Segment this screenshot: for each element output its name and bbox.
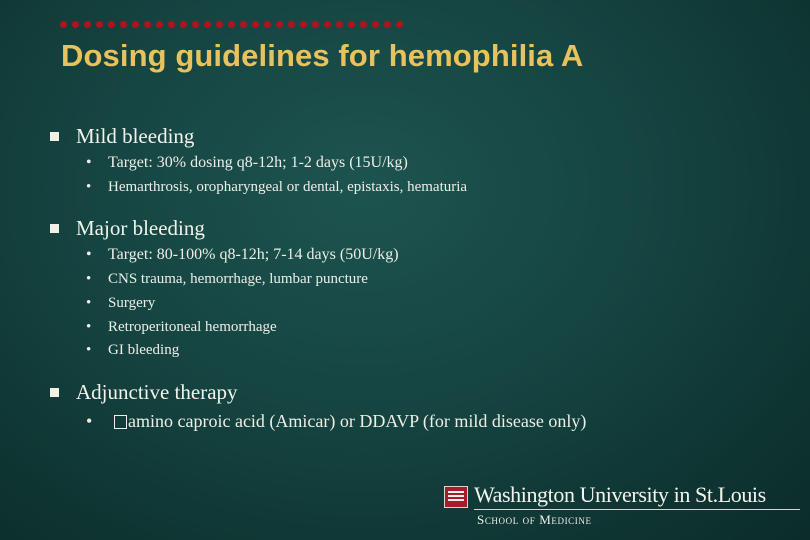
decorative-dot-row <box>60 21 410 29</box>
list-item-text: Surgery <box>108 295 156 311</box>
decorative-dot <box>228 21 235 28</box>
bullet-icon: • <box>86 154 92 171</box>
square-bullet-icon <box>50 132 59 141</box>
decorative-dot <box>120 21 127 28</box>
list-item-text: Target: 30% dosing q8-12h; 1-2 days (15U/kg) <box>108 154 408 171</box>
decorative-dot <box>144 21 151 28</box>
list-item-text: GI bleeding <box>108 342 180 358</box>
list-item-text-wrap <box>114 411 586 432</box>
decorative-dot <box>192 21 199 28</box>
missing-glyph-icon <box>114 415 127 429</box>
slide-title: Dosing guidelines for hemophilia A <box>61 38 584 73</box>
section-heading: Mild bleeding <box>76 124 195 148</box>
decorative-dot <box>132 21 139 28</box>
decorative-dot <box>300 21 307 28</box>
decorative-dot <box>168 21 175 28</box>
decorative-dot <box>204 21 211 28</box>
bullet-icon: • <box>86 295 92 311</box>
section-heading: Major bleeding <box>76 216 205 240</box>
decorative-dot <box>156 21 163 28</box>
list-item-text: Hemarthrosis, oropharyngeal or dental, epistaxis, hematuria <box>108 179 468 195</box>
decorative-dot <box>324 21 331 28</box>
list-item-text: Retroperitoneal hemorrhage <box>108 319 277 335</box>
school-name: School of Medicine <box>477 512 592 527</box>
decorative-dot <box>396 21 403 28</box>
bullet-icon: • <box>86 342 92 358</box>
decorative-dot <box>180 21 187 28</box>
decorative-dot <box>72 21 79 28</box>
square-bullet-icon <box>50 224 59 233</box>
decorative-dot <box>312 21 319 28</box>
bullet-icon: • <box>86 179 92 195</box>
decorative-dot <box>216 21 223 28</box>
university-logo <box>444 482 804 532</box>
decorative-dot <box>372 21 379 28</box>
decorative-dot <box>240 21 247 28</box>
decorative-dot <box>96 21 103 28</box>
decorative-dot <box>108 21 115 28</box>
decorative-dot <box>252 21 259 28</box>
decorative-dot <box>348 21 355 28</box>
list-item-text: Target: 80-100% q8-12h; 7-14 days (50U/kg) <box>108 246 399 263</box>
bullet-icon: • <box>86 411 93 431</box>
decorative-dot <box>384 21 391 28</box>
section-heading: Adjunctive therapy <box>76 380 238 404</box>
bullet-icon: • <box>86 246 92 263</box>
decorative-dot <box>276 21 283 28</box>
list-item-text: CNS trauma, hemorrhage, lumbar puncture <box>108 271 368 287</box>
decorative-dot <box>336 21 343 28</box>
decorative-dot <box>288 21 295 28</box>
university-name: Washington University in St.Louis <box>474 482 766 507</box>
bullet-icon: • <box>86 319 92 335</box>
bullet-icon: • <box>86 271 92 287</box>
decorative-dot <box>264 21 271 28</box>
decorative-dot <box>60 21 67 28</box>
university-shield-icon <box>444 486 468 508</box>
square-bullet-icon <box>50 388 59 397</box>
logo-divider <box>474 509 800 510</box>
decorative-dot <box>84 21 91 28</box>
decorative-dot <box>360 21 367 28</box>
list-item-text: amino caproic acid (Amicar) or DDAVP (for mild disease only) <box>128 411 587 431</box>
